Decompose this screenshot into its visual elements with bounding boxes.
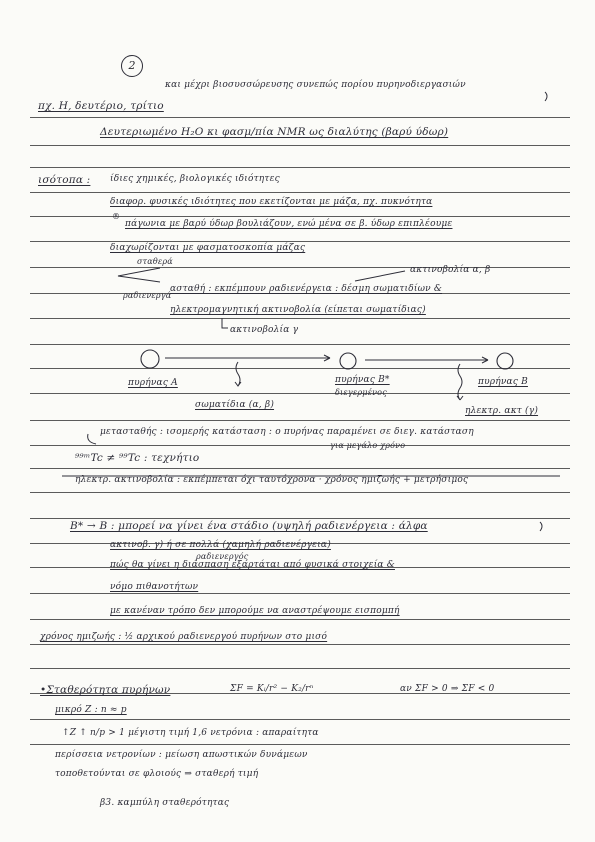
decay-label: πυρήνας Α	[128, 378, 178, 388]
note-line: περίσσεια νετρονίων : μείωση απωστικών δυνάμεων	[55, 750, 308, 760]
bracket-mark	[545, 92, 547, 101]
note-line: ίδιες χημικές, βιολογικές ιδιότητες	[110, 174, 280, 184]
branch-arrow	[118, 268, 160, 282]
note-line: ραδιενεργός	[196, 552, 249, 561]
nucleus-b-star-icon	[340, 353, 356, 369]
formula: αν ΣF > 0 ⇒ ΣF < 0	[400, 684, 495, 694]
note-line: για μεγάλο χρόνο	[330, 441, 406, 450]
formula: ΣF = Kᵢ/r² − K₂/rⁿ	[230, 684, 314, 694]
note-line: ακτινοβολία γ	[230, 325, 299, 335]
arrow	[222, 318, 228, 328]
note-line: μικρό Z : n ≈ p	[55, 705, 127, 715]
note-line: τοποθετούνται σε φλοιούς ⇒ σταθερή τιμή	[55, 769, 259, 779]
branch-label: ραδιενεργά	[123, 291, 172, 300]
emission-squiggle	[457, 364, 463, 400]
note-line: διαφορ. φυσικές ιδιότητες που εκετίζονται με μάζα, πχ. πυκνότητα	[110, 197, 433, 207]
nucleus-a-icon	[141, 350, 159, 368]
decay-label: πυρήνας Β	[478, 377, 528, 387]
arrow	[355, 271, 405, 281]
note-line: Δευτεριωμένο H₂O κι φασμ/πία NMR ως διαλύτης (βαρύ ύδωρ)	[100, 126, 449, 138]
emission-squiggle	[235, 362, 241, 386]
note-line: πάγωνια με βαρύ ύδωρ βουλιάζουν, ενώ μένα σε β. ύδωρ επιπλέουμε	[125, 219, 453, 229]
note-line: και μέχρι βιοσυσσώρευσης συνεπώς πορίου πυρηνοδιεργασιών	[165, 80, 466, 90]
note-line: με κανέναν τρόπο δεν μπορούμε να αναστρέψουμε εισπομπή	[110, 606, 400, 616]
note-line: β3. καμπύλη σταθερότητας	[100, 798, 230, 808]
decay-label: ηλεκτρ. ακτ (γ)	[465, 406, 539, 416]
note-line: ηλεκτρομαγνητική ακτινοβολία (είπεται σωματίδιας)	[170, 305, 426, 315]
note-line: διαχωρίζονται με φασματοσκοπία μάζας	[110, 243, 306, 253]
decay-label: διεγερμένος	[335, 388, 387, 397]
section-heading: ισότοπα :	[38, 174, 91, 186]
decay-label: πυρήνας Β*	[335, 375, 390, 385]
bracket-mark	[540, 522, 542, 531]
note-mark: ®	[112, 212, 121, 221]
note-line: χρόνος ημιζωής : ½ αρχικού ραδιενεργού πυρήνων στο μισό	[40, 632, 328, 642]
decay-label: σωματίδια (α, β)	[195, 400, 275, 410]
page-number: 2	[121, 55, 143, 77]
note-line: ηλεκτρ. ακτινοβολία : εκπέμπεται όχι ταυτόχρονα · χρόνος ημιζωής + μετρήσιμος	[75, 475, 469, 485]
branch-label: σταθερά	[137, 257, 173, 266]
note-line: νόμο πιθανοτήτων	[110, 582, 199, 592]
arrow	[88, 434, 96, 444]
note-line: πχ. Η, δευτέριο, τρίτιο	[38, 100, 164, 112]
section-heading: •Σταθερότητα πυρήνων	[40, 684, 171, 696]
note-line: ↑Z ↑ n/p > 1 μέγιστη τιμή 1,6 νετρόνια : απαραίτητα	[62, 728, 319, 738]
note-line: πώς θα γίνει η διάσπαση εξαρτάται από φυσικά στοιχεία &	[110, 560, 395, 570]
nucleus-b-icon	[497, 353, 513, 369]
note-line: Β* → Β : μπορεί να γίνει ένα στάδιο (υψηλή ραδιενέργεια : άλφα	[70, 520, 428, 532]
note-line: ακτινοβολία α, β	[410, 265, 491, 275]
note-line: ⁹⁹ᵐTc ≠ ⁹⁹Tc : τεχνήτιο	[75, 452, 200, 464]
note-line: ακτινοβ. γ) ή σε πολλά (χαμηλή ραδιενέργεια)	[110, 540, 331, 550]
note-line: μετασταθής : ισομερής κατάσταση : ο πυρήνας παραμένει σε διεγ. κατάσταση	[100, 427, 474, 437]
note-line: ασταθή : εκπέμπουν ραδιενέργεια : δέσμη σωματιδίων &	[170, 284, 443, 294]
